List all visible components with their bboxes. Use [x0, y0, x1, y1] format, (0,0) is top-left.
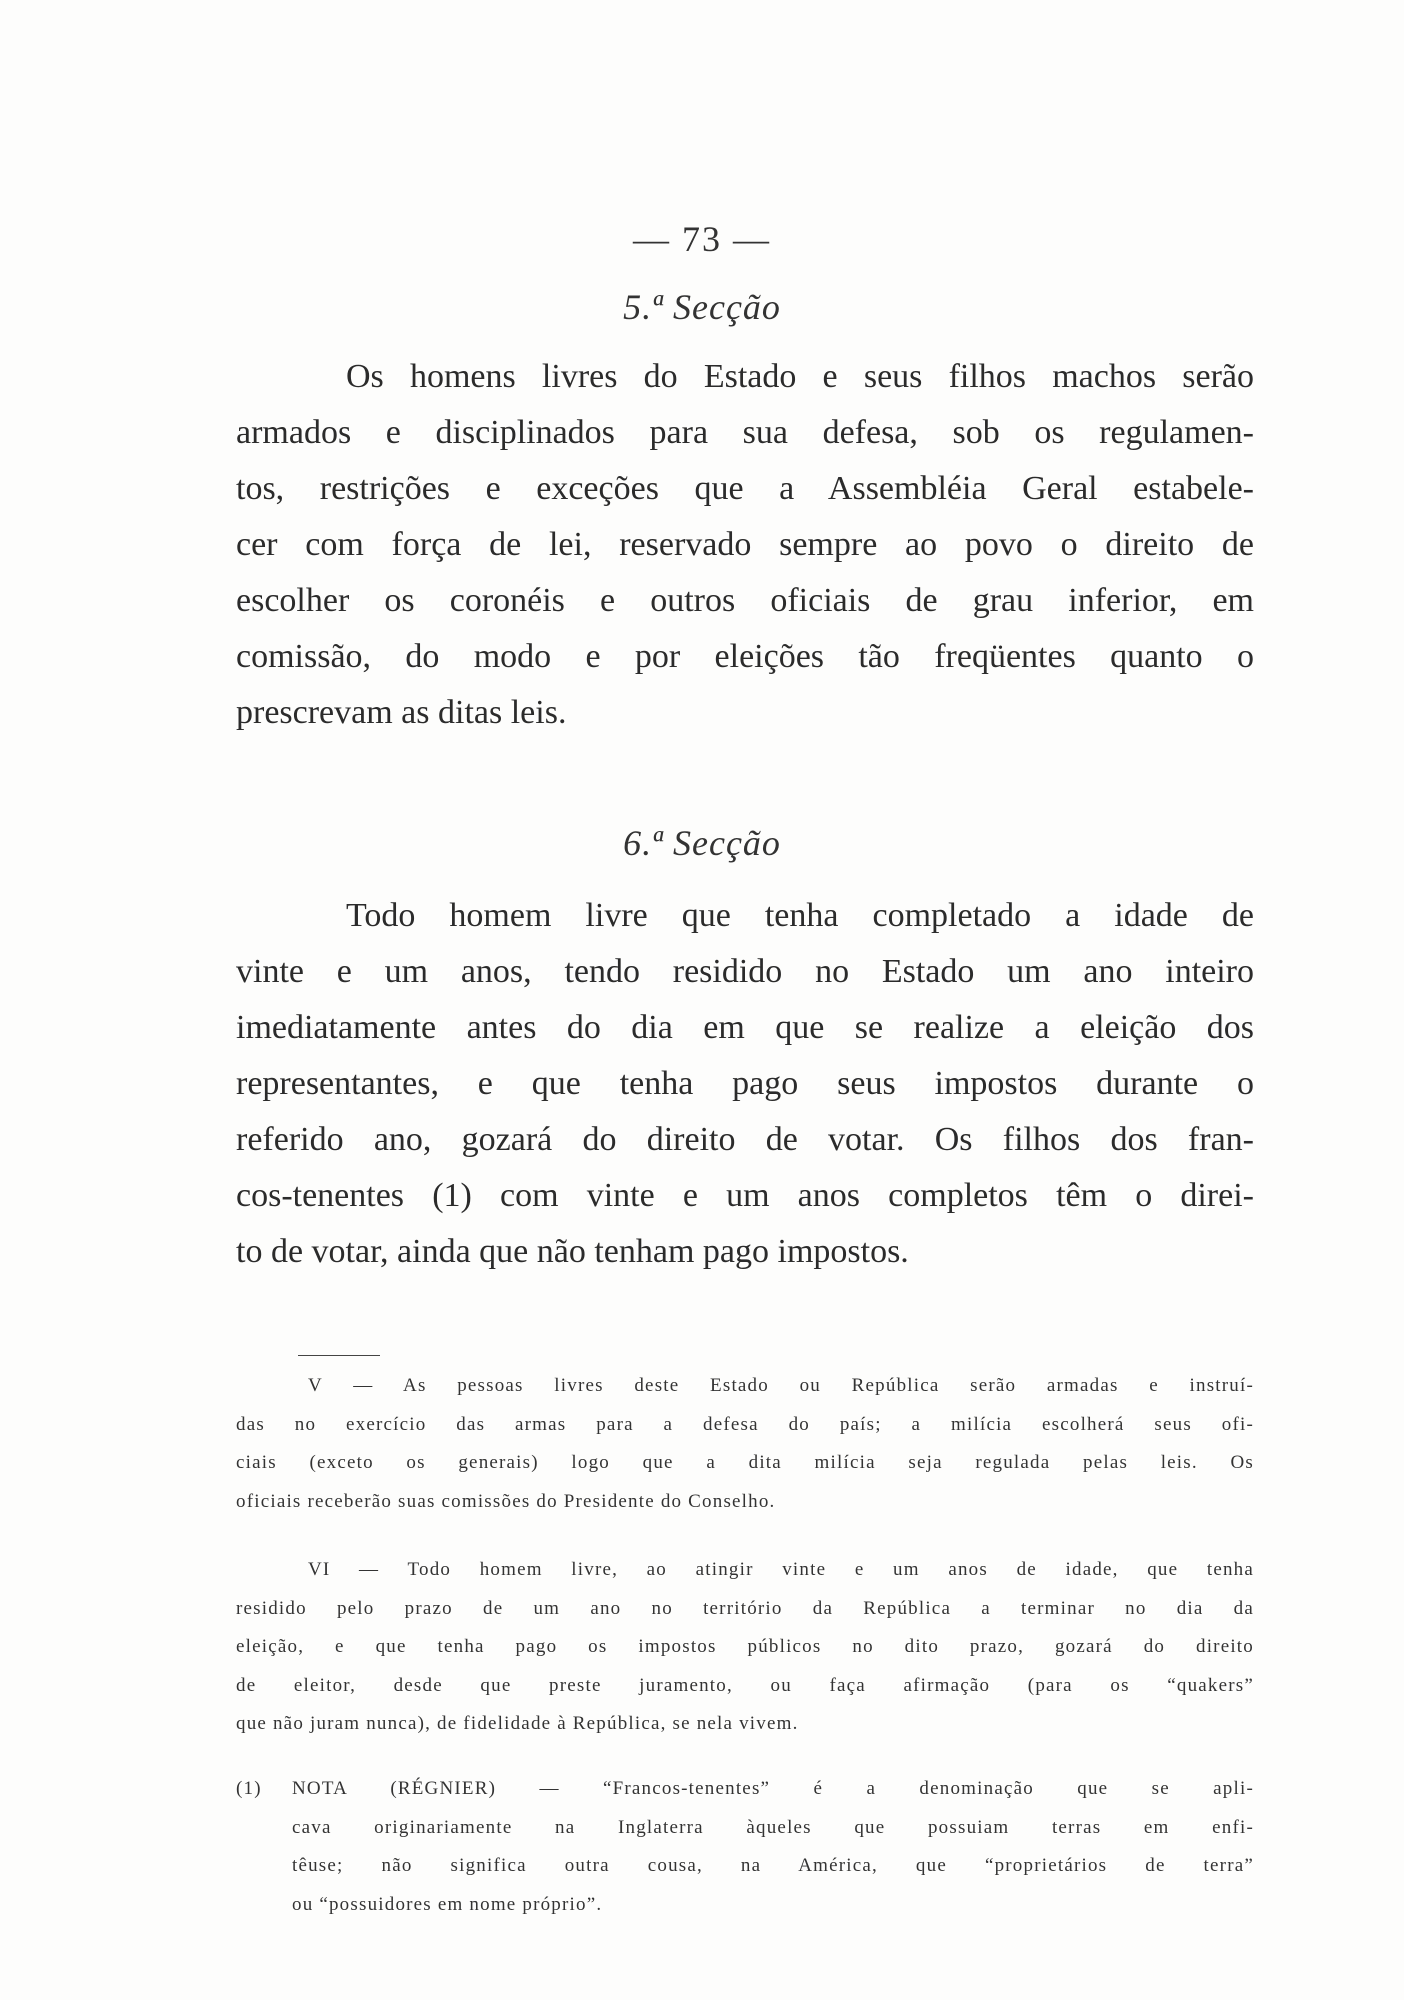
section-5-heading: 5.ª Secção	[623, 287, 781, 327]
footnote-vi	[236, 1551, 1254, 1744]
paragraph-line: tos, restrições e exceções que a Assembléia Geral estabele-	[236, 470, 1254, 507]
paragraph-line: referido ano, gozará do direito de votar. Os filhos dos fran-	[236, 1121, 1254, 1158]
paragraph-line: to de votar, ainda que não tenham pago impostos.	[236, 1233, 909, 1270]
paragraph-line: escolher os coronéis e outros oficiais de grau inferior, em	[236, 582, 1254, 619]
footnote-line: VI — Todo homem livre, ao atingir vinte e um anos de idade, que tenha	[308, 1559, 1254, 1580]
footnote-line: oficiais receberão suas comissões do Presidente do Conselho.	[236, 1490, 776, 1512]
footnote-line: ciais (exceto os generais) logo que a dita milícia seja regulada pelas leis. Os	[236, 1452, 1254, 1473]
paragraph-line: cer com força de lei, reservado sempre ao povo o direito de	[236, 526, 1254, 563]
footnote-line: que não juram nunca), de fidelidade à República, se nela vivem.	[236, 1713, 799, 1734]
section-6-heading: 6.ª Secção	[623, 823, 781, 863]
footnote-1	[236, 1770, 1254, 1924]
paragraph-line: cos-tenentes (1) com vinte e um anos completos têm o direi-	[236, 1177, 1254, 1214]
footnote-line: das no exercício das armas para a defesa do país; a milícia escolherá seus ofi-	[236, 1413, 1254, 1435]
footnote-v	[236, 1367, 1254, 1521]
footnote-line: eleição, e que tenha pago os impostos públicos no dito prazo, gozará do direito	[236, 1636, 1254, 1657]
footnote-line: cava originariamente na Inglaterra àqueles que possuiam terras em enfi-	[292, 1816, 1254, 1838]
footnote-line: de eleitor, desde que preste juramento, ou faça afirmação (para os “quakers”	[236, 1674, 1254, 1696]
footnote-line: têuse; não significa outra cousa, na América, que “proprietários de terra”	[292, 1855, 1254, 1876]
paragraph-line: Todo homem livre que tenha completado a idade de	[346, 897, 1254, 934]
paragraph-line: armados e disciplinados para sua defesa, sob os regulamen-	[236, 414, 1254, 451]
footnote-separator	[298, 1355, 380, 1356]
paragraph-line: imediatamente antes do dia em que se realize a eleição dos	[236, 1009, 1254, 1046]
footnote-label: (1)	[236, 1778, 262, 1799]
footnote-line: V — As pessoas livres deste Estado ou República serão armadas e instruí-	[308, 1375, 1254, 1396]
footnote-line: ou “possuidores em nome próprio”.	[292, 1893, 603, 1915]
footnote-line-first	[236, 1770, 1254, 1809]
footnote-line: residido pelo prazo de um ano no território da República a terminar no dia da	[236, 1597, 1254, 1619]
paragraph-line: prescrevam as ditas leis.	[236, 694, 567, 731]
paragraph-line: representantes, e que tenha pago seus impostos durante o	[236, 1065, 1254, 1102]
paragraph-line: vinte e um anos, tendo residido no Estado um ano inteiro	[236, 953, 1254, 990]
section-5-paragraph	[236, 349, 1254, 741]
paragraph-line: Os homens livres do Estado e seus filhos machos serão	[346, 358, 1254, 395]
page-number: — 73 —	[633, 219, 771, 259]
section-6-paragraph	[236, 888, 1254, 1280]
paragraph-line: comissão, do modo e por eleições tão freqüentes quanto o	[236, 638, 1254, 675]
footnote-line-text: NOTA (RÉGNIER) — “Francos-tenentes” é a denominação que se apli-	[292, 1778, 1254, 1799]
